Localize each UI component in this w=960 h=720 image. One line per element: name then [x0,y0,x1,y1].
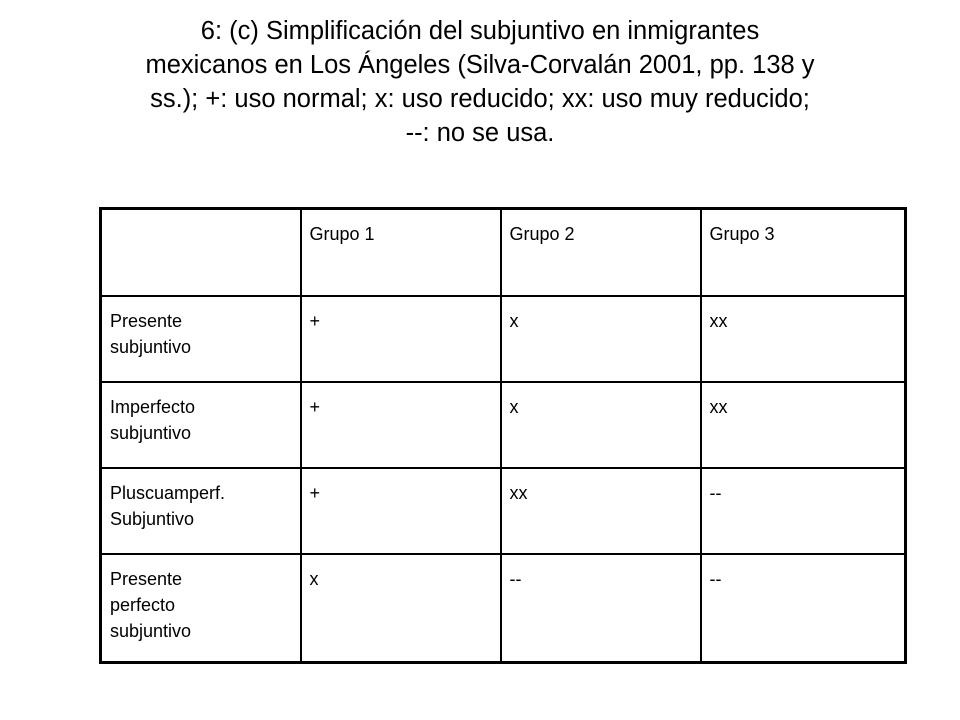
row-label-line: Presente [110,310,183,331]
table-row [101,554,906,663]
row-label [101,468,301,554]
row-label-line: Imperfecto [110,396,196,417]
title-line: ss.); +: uso normal; x: uso reducido; xx: uso muy reducido; [150,85,810,113]
row-label [101,554,301,663]
table-cell: -- [701,468,906,554]
subjunctive-usage-table [99,207,907,664]
header-row [101,209,906,296]
row-label-line: Pluscuamperf. [110,482,226,503]
title-line: --: no se usa. [405,119,555,147]
column-header-grupo-2: Grupo 2 [501,209,701,296]
table-row [101,468,906,554]
table-cell: x [501,296,701,382]
row-label-line: perfecto [110,594,176,615]
table-row [101,296,906,382]
table-cell: + [301,296,501,382]
table-cell: + [301,468,501,554]
title-line: 6: (c) Simplificación del subjuntivo en inmigrantes [200,17,760,45]
row-label-line: subjuntivo [110,336,192,357]
table-cell: xx [701,382,906,468]
table-cell: -- [701,554,906,663]
slide-title [40,14,920,150]
table-cell: xx [701,296,906,382]
title-line: mexicanos en Los Ángeles (Silva-Corvalán 2001, pp. 138 y [145,51,815,79]
column-header-grupo-3: Grupo 3 [701,209,906,296]
row-label-line: subjuntivo [110,620,192,641]
table-cell: -- [501,554,701,663]
row-label-line: Subjuntivo [110,508,195,529]
row-label [101,382,301,468]
table-cell: x [301,554,501,663]
row-label-line: Presente [110,568,183,589]
column-header-grupo-1: Grupo 1 [301,209,501,296]
row-label [101,296,301,382]
table-cell: + [301,382,501,468]
corner-cell [101,209,301,296]
table-row [101,382,906,468]
table-cell: x [501,382,701,468]
table-cell: xx [501,468,701,554]
row-label-line: subjuntivo [110,422,192,443]
